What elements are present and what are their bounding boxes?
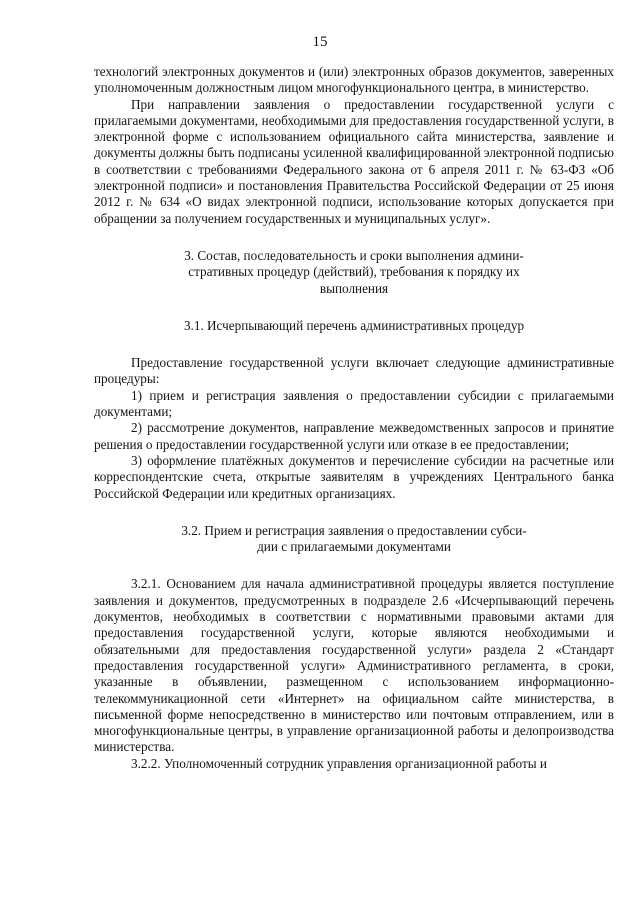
paragraph-3-2-1: 3.2.1. Основанием для начала административной процедуры является поступление заявления и документов, предусмотренных в подразделе 2.6 «Исчерпывающий перечень документов, необходимых в соответствии с нормативными правовыми актами для предоставления государственной услуги, которые являются необходимыми и обязательными для предоставления государственной услуги» раздела 2 «Стандарт предоставления государственной услуги» Административного регламента, в сроки, указанные в объявлении, размещенном с использованием информационно-телекоммуникационной сети «Интернет» на официальном сайте министерства, в письменной форме непосредственно в министерство или почтовым отправлением, или в многофункциональные центры, в управление организационной работы и делопроизводства министерства. (94, 576, 614, 755)
document-body (94, 64, 614, 772)
section-heading-3-line1: 3. Состав, последовательность и сроки выполнения админи- (184, 247, 524, 263)
list-item-procedure-3: 3) оформление платёжных документов и перечисление субсидии на расчетные или корреспондентские счета, открытые заявителям в учреждениях Центрального банка Российской Федерации или кредитных организациях. (94, 452, 614, 501)
list-item-procedure-1: 1) прием и регистрация заявления о предоставлении субсидии с прилагаемыми документами; (94, 387, 614, 420)
section-heading-3-line2: стративных процедур (действий), требования к порядку их (188, 264, 520, 280)
spacer (94, 555, 614, 576)
paragraph-procedures-intro: Предоставление государственной услуги включает следующие административные процедуры: (94, 355, 614, 387)
section-heading-3-line3: выполнения (319, 280, 389, 296)
spacer (94, 297, 614, 318)
spacer (94, 334, 614, 355)
subsection-heading-3-2-line2: дии с прилагаемыми документами (257, 539, 451, 555)
paragraph-3-2-2: 3.2.2. Уполномоченный сотрудник управления организационной работы и (131, 755, 547, 771)
subsection-heading-3-1: 3.1. Исчерпывающий перечень административных процедур (183, 317, 525, 333)
page-number: 15 (312, 34, 328, 50)
spacer (94, 227, 614, 248)
paragraph-electronic-submission: При направлении заявления о предоставлении государственной услуги с прилагаемыми документами, необходимыми для предоставления государственной услуги, в электронной форме с использованием официального сайта министерства, заявление и документы должны быть подписаны усиленной квалифицированной электронной подписью в соответствии с требованиями Федерального закона от 6 апреля 2011 г. № 63-ФЗ «Об электронной подписи» и постановления Правительства Российской Федерации от 25 июня 2012 г. № 634 «О видах электронной подписи, использование которых допускается при обращении за получением государственных и муниципальных услуг». (94, 96, 614, 226)
paragraph-continuation: технологий электронных документов и (или) электронных образов документов, заверенных уполномоченным должностным лицом многофункционального центра, в министерство. (94, 64, 614, 96)
subsection-heading-3-2-line1: 3.2. Прием и регистрация заявления о предоставлении субси- (181, 522, 527, 538)
spacer (94, 502, 614, 523)
list-item-procedure-2: 2) рассмотрение документов, направление межведомственных запросов и принятие решения о предоставлении государственной услуги или отказе в ее предоставлении; (94, 420, 614, 452)
